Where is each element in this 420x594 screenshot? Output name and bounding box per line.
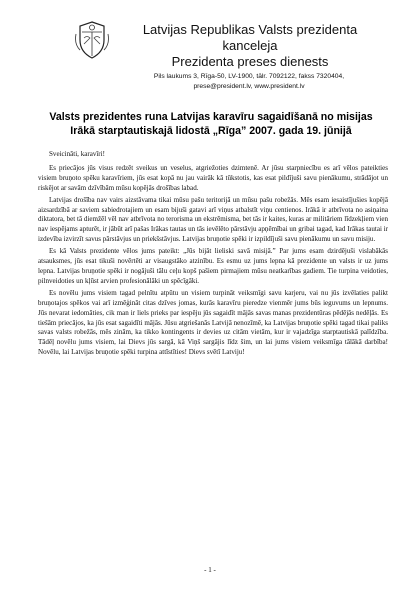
speech-greeting: Sveicināti, karavīri!	[49, 150, 105, 158]
letterhead-address: Pils laukums 3, Rīga-50, LV-1900, tālr. 7092122, fakss 7320404,	[153, 73, 345, 80]
speech-paragraph: Es kā Valsts prezidente vēlos jums pateikt: „Jūs bijāt lieliski savā misijā.” Par jums esam dzirdējuši vislabākās atsauksmes, jūs esat tikuši novērtēti ar visaugstāko atzinību. Es esmu uz jums lepna kā prezidente un valsts ir uz jums lepna. Latvijas bruņotie spēki ir nogājuši tālu ceļu kopš pašiem pirmajiem mūsu neatkarības gadiem. Tie turpina veidoties, pilnveidoties un kļūst arvien profesionālāki un spēcīgāki.	[38, 247, 388, 285]
speech-paragraph: Es novēlu jums visiem tagad pelnītu atpūtu un visiem turpināt veiksmīgi savu karjeru, vai nu jūs izvēlaties palikt bruņotajos spēkos vai arī izmēģināt citas dzīves jomas, kurās karavīru pieredze vienmēr jums būs ieguvums un lepnums. Jūs nevarat iedomāties, cik man ir liels prieks par iespēju jūs sagaidīt mājās savas manas prezidentūras pēdējās nedēļās. Es tiešām priecājos, ka jūs esat sagaidīti mājās. Jūsu atgriešanās Latvijā nenozīmē, ka Latvijas bruņotie spēki tagad tikai paliks savas valsts robežās, mēs zinām, ka tikko kontingents ir devies uz citām vietām, kur ir vajadzīga starptautiskā palīdzība. Tādēļ novēlu jums visiem, lai Dievs jūs sargā, kā Viņš sargājis līdz šim, un lai jums visiem veiksmīga tālākā darbība! Novēlu, lai Latvijas bruņotie spēki turpina attīstīties! Dievs svētī Latviju!	[38, 288, 388, 357]
speech-body	[38, 150, 388, 360]
letterhead-contact	[118, 72, 380, 92]
letterhead-line-2: Prezidenta preses dienests	[171, 54, 329, 69]
speech-paragraph: Es priecājos jūs visus redzēt sveikus un veselus, atgriežoties dzimtenē. Ar jūsu starpniecību es arī vēlos pateikties visiem bruņoto spēku karavīriem, jūs esat kopā nu jau vairāk kā tūkstotis, kas esat pildījuši savu pienākumu, strādājot un riskējot ar savām dzīvībām mūsu kopējās drošības labad.	[38, 163, 388, 192]
coat-of-arms-icon	[74, 20, 110, 60]
page-number: - 1 -	[204, 566, 216, 574]
letterhead-line-1: Latvijas Republikas Valsts prezidenta kanceleja	[142, 22, 358, 53]
letterhead-emails: prese@president.lv, www.president.lv	[193, 83, 305, 90]
speech-paragraph: Latvijas drošība nav vairs aizstāvama tikai mūsu pašu teritorijā un mūsu pašu robežās. Mēs esam iesaistījušies kopējā aizsardzībā ar saviem sabiedrotajiem un esam bijuši gatavi arī viņus atbalstīt viņu centienos. Irākā ir atbrīvota no asiņaina diktatora, bet tā diemžēl vēl nav atbrīvota no terorisma un ekstrēmisma, bet tās ir kaites, kuras ar militāriem līdzekļiem vien nav iespējams apturēt, ir jābūt arī pašas Irākas tautas un tās ievēlēto pārstāvju apņēmībai un gribai tagad, kad Irākas tautai ir izdevība izvirzīt savus pārstāvjus un priekšstāvjus. Latvijas bruņotie spēki ir izpildījuši savu pienākumu un savu misiju.	[38, 195, 388, 244]
document-title: Valsts prezidentes runa Latvijas karavīru sagaidīšanā no misijas Irākā starptautiskajā lidostā „Rīga” 2007. gada 19. jūnijā	[49, 111, 373, 137]
letterhead-organization	[120, 22, 380, 70]
